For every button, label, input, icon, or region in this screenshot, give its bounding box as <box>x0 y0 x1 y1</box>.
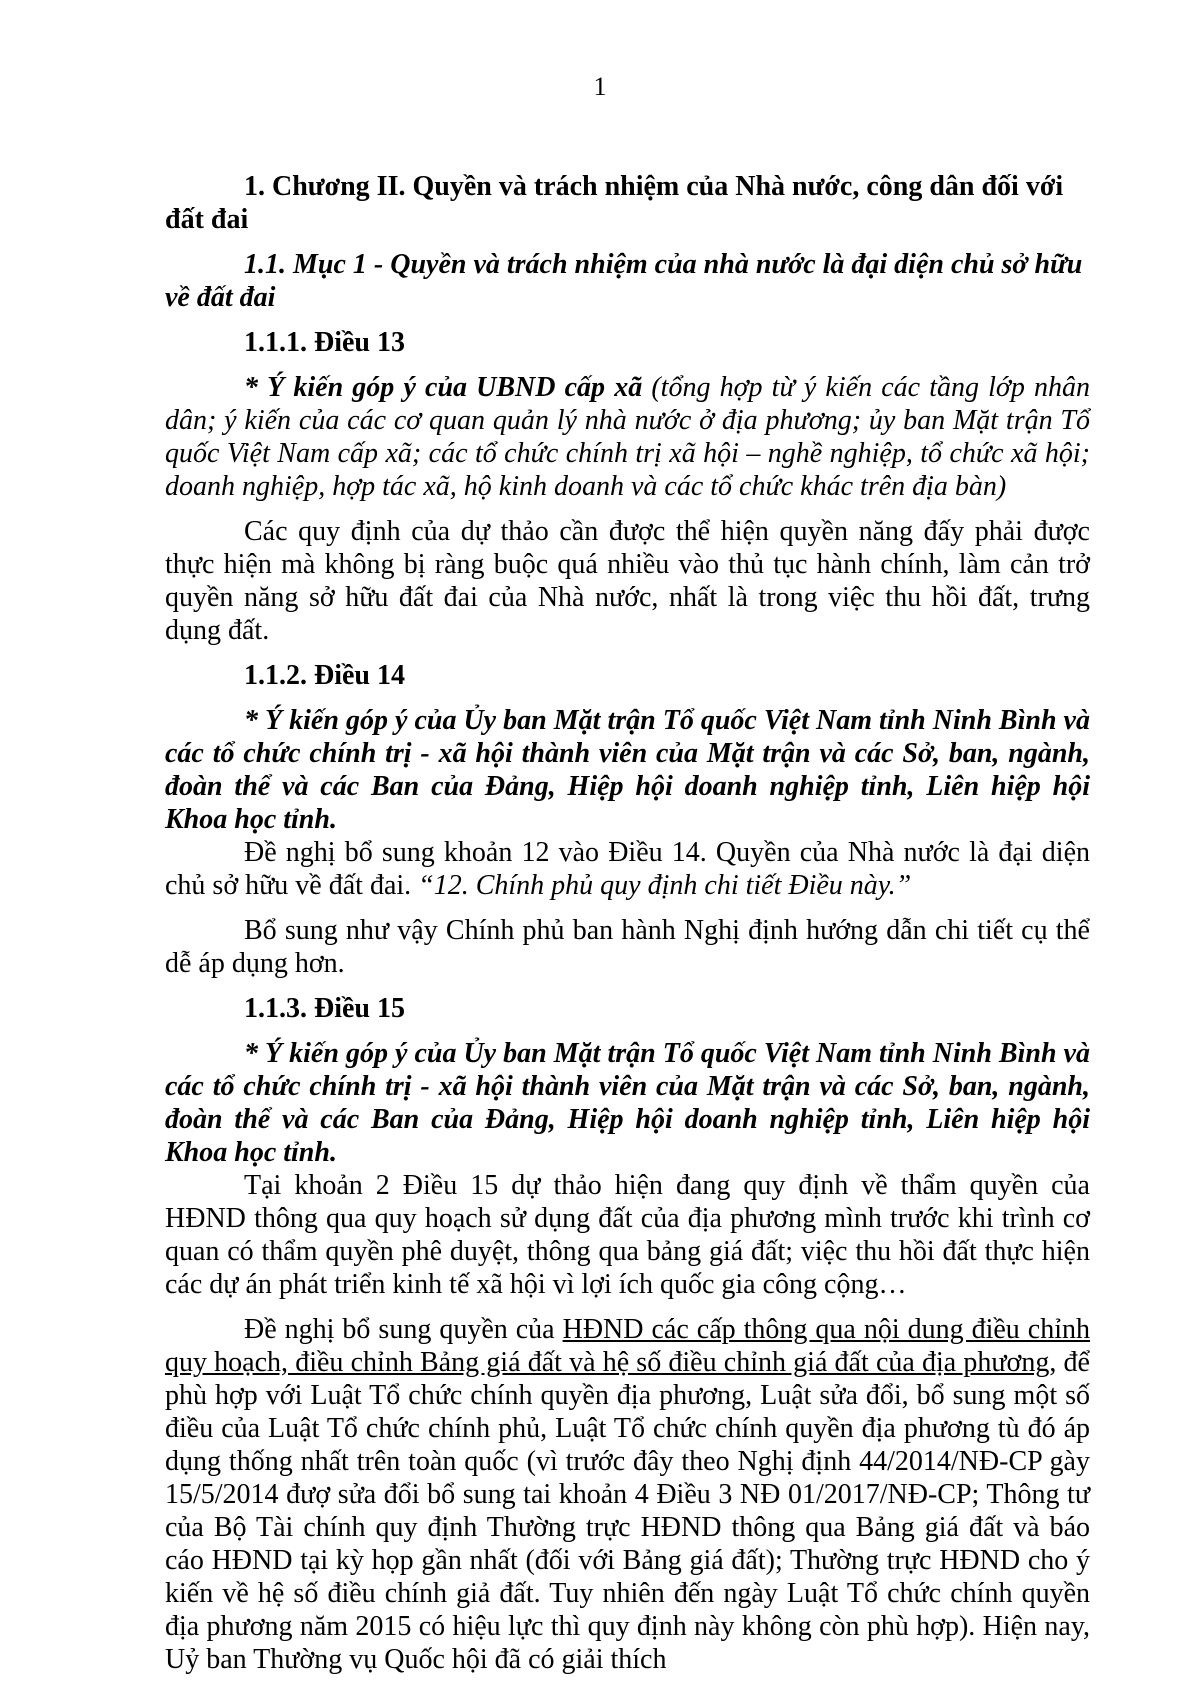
section-heading: 1.1. Mục 1 - Quyền và trách nhiệm của nhà nước là đại diện chủ sở hữu về đất đai <box>165 249 1083 313</box>
chapter-heading: 1. Chương II. Quyền và trách nhiệm của Nhà nước, công dân đối với đất đai <box>165 171 1064 235</box>
document-body <box>165 170 1090 1688</box>
article-13-opinion-source: * Ý kiến góp ý của UBND cấp xã <box>244 372 643 403</box>
article-14-proposal: Đề nghị bổ sung khoản 12 vào Điều 14. Quyền của Nhà nước là đại diện chủ sở hữu về đất đai. <box>165 837 1090 901</box>
article-15-proposal-rest: để phù hợp với Luật Tổ chức chính quyền địa phương, Luật sửa đổi, bổ sung một số điều của Luật Tổ chức chính phủ, Luật Tổ chức chính quyền địa phương tù đó áp dụng thống nhất trên toàn quốc (vì trước đây theo Nghị định 44/2014/NĐ-CP gày 15/5/2014 đượ sửa đổi bổ sung tai khoản 4 Điều 3 NĐ 01/2017/NĐ-CP; Thông tư của Bộ Tài chính quy định Thường trực HĐND thông qua Bảng giá đất và báo cáo HĐND tại kỳ họp gần nhất (đối với Bảng giá đất); Thường trực HĐND cho ý kiến về hệ số điều chính giả đất. Tuy nhiên đến ngày Luật Tổ chức chính quyền địa phương năm 2015 có hiệu lực thì quy định này không còn phù hợp). Hiện nay, Uỷ ban Thường vụ Quốc hội đã có giải thích <box>165 1347 1090 1675</box>
article-14-heading: 1.1.2. Điều 14 <box>244 660 405 691</box>
article-13-opinion-detail: (tổng hợp từ ý kiến các tầng lớp nhân dân; ý kiến của các cơ quan quản lý nhà nước ở địa phương; ủy ban Mặt trận Tổ quốc Việt Nam cấp xã; các tổ chức chính trị xã hội – nghề nghiệp, tổ chức xã hội; doanh nghiệp, hợp tác xã, hộ kinh doanh và các tổ chức khác trên địa bàn) <box>165 372 1090 502</box>
page-number: 1 <box>593 72 607 101</box>
article-14-paragraph-2: Bổ sung như vậy Chính phủ ban hành Nghị định hướng dẫn chi tiết cụ thể dễ áp dụng hơn. <box>165 915 1090 979</box>
article-15-heading: 1.1.3. Điều 15 <box>244 993 405 1024</box>
article-14-paragraph-1 <box>165 836 1090 902</box>
article-13-paragraph: Các quy định của dự thảo cần được thể hiện quyền năng đấy phải được thực hiện mà không bị ràng buộc quá nhiều vào thủ tục hành chính, làm cản trở quyền năng sở hữu đất đai của Nhà nước, nhất là trong việc thu hồi đất, trưng dụng đất. <box>165 516 1090 646</box>
article-13-heading: 1.1.1. Điều 13 <box>244 327 405 358</box>
article-15-paragraph-2 <box>165 1313 1090 1676</box>
article-15-underlined-proposal: HĐND các cấp thông qua nội dung điều chỉnh quy hoạch, điều chỉnh Bảng giá đất và hệ số điều chỉnh giá đất của địa phương, <box>165 1314 1091 1378</box>
article-14-opinion: * Ý kiến góp ý của Ủy ban Mặt trận Tổ quốc Việt Nam tỉnh Ninh Bình và các tổ chức chính trị - xã hội thành viên của Mặt trận và các Sở, ban, ngành, đoàn thể và các Ban của Đảng, Hiệp hội doanh nghiệp tỉnh, Liên hiệp hội Khoa học tỉnh. <box>165 705 1090 835</box>
article-15-paragraph-1: Tại khoản 2 Điều 15 dự thảo hiện đang quy định về thẩm quyền của HĐND thông qua quy hoạch sử dụng đất của địa phương mình trước khi trình cơ quan có thẩm quyền phê duyệt, thông qua bảng giá đất; việc thu hồi đất thực hiện các dự án phát triển kinh tế xã hội vì lợi ích quốc gia công cộng… <box>165 1170 1090 1300</box>
article-13-opinion <box>165 371 1090 503</box>
article-15-proposal-lead: Đề nghị bổ sung quyền của <box>244 1314 563 1345</box>
article-14-quoted-clause: “12. Chính phủ quy định chi tiết Điều này.” <box>418 870 912 901</box>
article-15-opinion: * Ý kiến góp ý của Ủy ban Mặt trận Tổ quốc Việt Nam tỉnh Ninh Bình và các tổ chức chính trị - xã hội thành viên của Mặt trận và các Sở, ban, ngành, đoàn thể và các Ban của Đảng, Hiệp hội doanh nghiệp tỉnh, Liên hiệp hội Khoa học tỉnh. <box>165 1038 1090 1168</box>
